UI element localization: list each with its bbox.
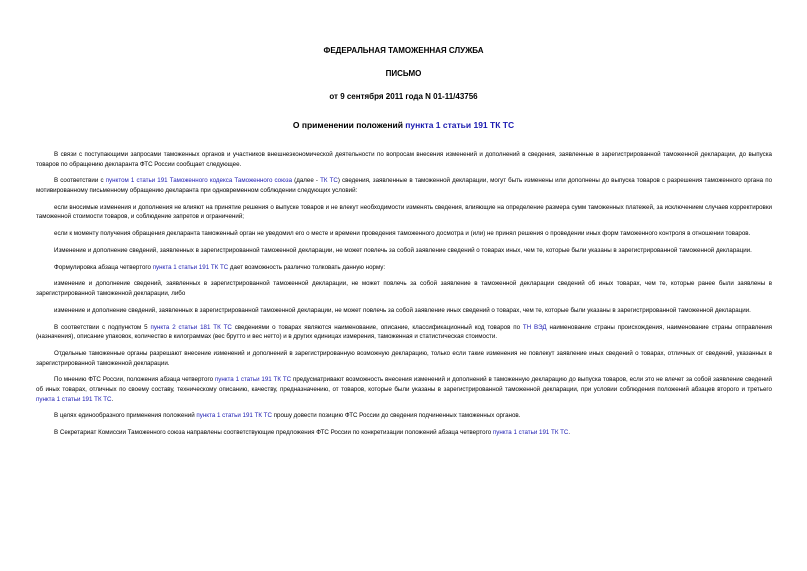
paragraph-text: По мнению ФТС России, положения абзаца четвертого (54, 376, 215, 384)
paragraph-text: сведениями о товарах являются наименование, описание, классификационный код товаров по (231, 323, 523, 331)
paragraph-text: Формулировка абзаца четвертого (54, 263, 153, 271)
paragraph-10 (36, 349, 772, 368)
paragraph-text: если вносимые изменения и дополнения не влияют на принятие решения о выпуске товаров и не влекут необходимости изменять сведения, влияющие на определение размера сумм таможенных платежей, за исключением случаев корректировки таможенной стоимости товаров, и соблюдение запретов и ограничений; (36, 203, 772, 221)
paragraph-8 (36, 306, 772, 316)
paragraph-text: В соответствии с подпунктом 5 (54, 323, 151, 331)
law-link[interactable]: пункта 1 статьи 191 ТК ТС (214, 376, 292, 384)
paragraph-2 (36, 176, 772, 195)
paragraph-text: наименование страны происхождения, наименование страны отправления (назначения), описание упаковок, количество в килограммах (вес брутто и вес нетто) и в других единицах измерения, таможенная и статистическая стоимости. (36, 323, 773, 341)
paragraph-text: Изменение и дополнение сведений, заявленных в зарегистрированной таможенной декларации, не может повлечь за собой заявление сведений о товарах иных, чем те, которые были указаны в зарегистрированной таможенной декларации. (54, 246, 752, 254)
paragraph-text: предусматривают возможность внесения изменений и дополнений в таможенную декларацию до выпуска товаров, если это не влечет за собой заявление сведений об иных товарах, отличных по своему составу, техническому описанию, качеству, предназначению, от товаров, которые были указаны в зарегистрированной таможенной декларации, при условии соблюдения положений абзацев второго и третьего (36, 376, 773, 393)
paragraph-text: В Секретариат Комиссии Таможенного союза направлены соответствующие предложения ФТС России по конкретизации положений абзаца четвертого (54, 429, 493, 437)
paragraph-text: В связи с поступающими запросами таможенных органов и участников внешнеэкономической деятельности по вопросам внесения изменений и дополнений в сведения, заявленные в зарегистрированной таможенной декларации, до выпуска товаров по обращению декларанта ФТС России сообщает следующее. (36, 151, 772, 168)
law-link[interactable]: пункта 1 статьи 191 ТК ТС (492, 429, 569, 437)
law-link[interactable]: ТК ТС (320, 177, 338, 185)
paragraph-3 (36, 203, 772, 222)
paragraph-text: ) сведения, заявленные в таможенной декларации, могут быть изменены или дополнены до выпуска товаров с разрешения таможенного органа по мотивированному письменному обращению декларанта при одновременном соблюдении следующих условий: (36, 177, 773, 194)
paragraph-4 (36, 229, 772, 239)
law-link[interactable]: пункта 1 статьи 191 ТК ТС (36, 395, 112, 403)
paragraph-1 (36, 150, 772, 169)
paragraph-text: . (111, 395, 114, 403)
paragraph-text: прошу довести позицию ФТС России до сведения подчиненных таможенных органов. (271, 412, 521, 420)
issuing-organization: ФЕДЕРАЛЬНАЯ ТАМОЖЕННАЯ СЛУЖБА (323, 46, 484, 55)
paragraph-text: изменение и дополнение сведений, заявленных в зарегистрированной таможенной декларации, не может повлечь за собой заявление иных сведений о товарах, чем те, которые были указаны в зарегистрированной таможенной декларации. (54, 306, 751, 314)
document-type: ПИСЬМО (385, 69, 422, 78)
paragraph-text: дает возможность различно толковать данную норму: (228, 263, 386, 271)
document-body (36, 150, 772, 445)
paragraph-text: изменение и дополнение сведений, заявленных в зарегистрированной таможенной декларации, не может повлечь за собой заявление в таможенной декларации сведений об иных товарах, чем те, которые ранее были заявлены в зарегистрированной таможенной декларации, либо (36, 280, 772, 298)
paragraph-5 (36, 246, 772, 256)
document-date-number: от 9 сентября 2011 года N 01-11/43756 (329, 92, 478, 101)
paragraph-text: . (568, 429, 571, 437)
title-text: О применении положений (292, 120, 406, 130)
law-link[interactable]: пункта 1 статьи 191 ТК ТС (196, 412, 272, 420)
law-link[interactable]: пункта 2 статьи 181 ТК ТС (150, 323, 232, 331)
paragraph-9 (36, 323, 772, 342)
law-link[interactable]: пунктом 1 статьи 191 Таможенного кодекса Таможенного союза (105, 177, 293, 185)
paragraph-6 (36, 263, 772, 273)
title-link[interactable]: пункта 1 статьи 191 ТК ТС (405, 120, 515, 130)
paragraph-12 (36, 411, 772, 421)
paragraph-text: (далее - (292, 177, 321, 185)
law-link[interactable]: ТН ВЭД (522, 323, 547, 331)
law-link[interactable]: пункта 1 статьи 191 ТК ТС (152, 263, 229, 271)
paragraph-text: В целях единообразного применения положений (54, 412, 197, 420)
document-title (0, 120, 807, 130)
paragraph-11 (36, 375, 772, 404)
paragraph-13 (36, 428, 772, 438)
paragraph-text: если к моменту получения обращения декларанта таможенный орган не уведомил его о месте и времени проведения таможенного досмотра и (или) не принял решения о проведении иных форм таможенного контроля в отношении товаров. (54, 230, 751, 238)
paragraph-7 (36, 279, 772, 298)
paragraph-text: Отдельные таможенные органы разрешают внесение изменений и дополнений в зарегистрированную возможную декларацию, только если такие изменения не повлекут заявление иных сведений о товарах, отличных от сведений, указанных в зарегистрированной таможенной декларации. (36, 350, 772, 367)
paragraph-text: В соответствии с (54, 177, 106, 185)
